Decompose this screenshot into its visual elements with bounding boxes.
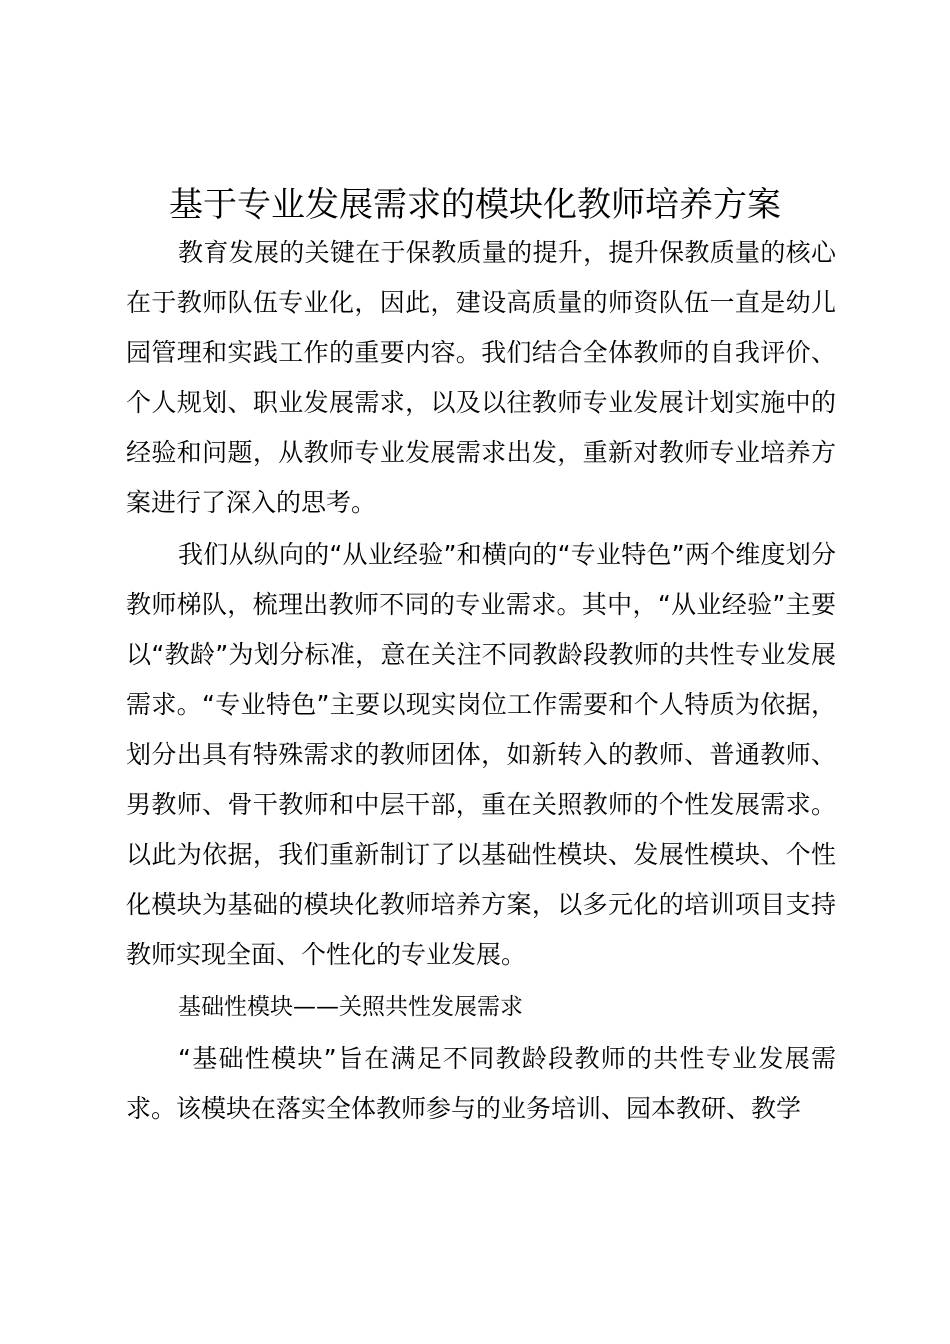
document-body [126,228,836,1136]
paragraph-intro: 教育发展的关键在于保教质量的提升，提升保教质量的核心在于教师队伍专业化，因此，建设高质量的师资队伍一直是幼儿园管理和实践工作的重要内容。我们结合全体教师的自我评价、个人规划、职业发展需求，以及以往教师专业发展计划实施中的经验和问题，从教师专业发展需求出发，重新对教师专业培养方案进行了深入的思考。 [126,238,836,517]
document-title: 基于专业发展需求的模块化教师培养方案 [169,185,781,225]
section-heading: 基础性模块——关照共性发展需求 [178,994,523,1020]
paragraph-teacher-tiers: 我们从纵向的“从业经验”和横向的“专业特色”两个维度划分教师梯队，梳理出教师不同的专业需求。其中，“从业经验”主要以“教龄”为划分标准，意在关注不同教龄段教师的共性专业发展需求。“专业特色”主要以现实岗位工作需要和个人特质为依据，划分出具有特殊需求的教师团体，如新转入的教师、普通教师、男教师、骨干教师和中层干部，重在关照教师的个性发展需求。以此为依据，我们重新制订了以基础性模块、发展性模块、个性化模块为基础的模块化教师培养方案，以多元化的培训项目支持教师实现全面、个性化的专业发展。 [126,540,836,969]
paragraph-basic-module: “基础性模块”旨在满足不同教龄段教师的共性专业发展需求。该模块在落实全体教师参与的业务培训、园本教研、教学 [126,1044,836,1123]
